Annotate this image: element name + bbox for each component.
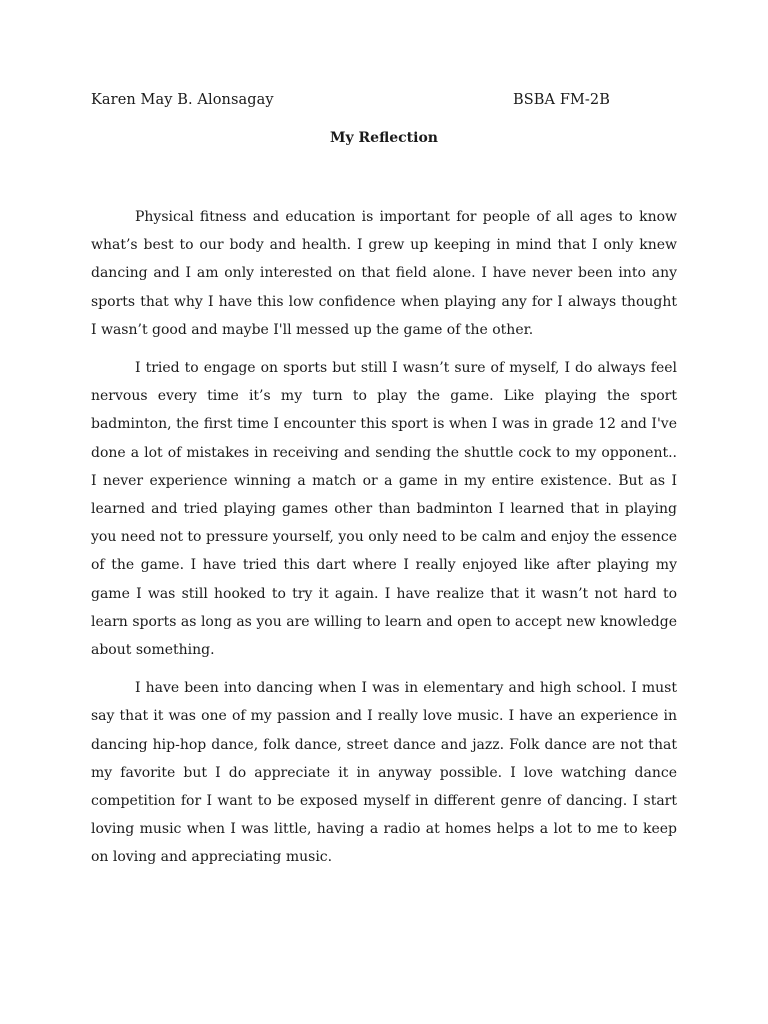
header-row bbox=[91, 92, 681, 114]
paragraph-2: I tried to engage on sports but still I wasn’t sure of myself, I do always feel nervous every time it’s my turn to play the game. Like playing the sport badminton, the first time I encounter this sport is when I was in grade 12 and I've done a lot of mistakes in receiving and sending the shuttle cock to my opponent.. I never experience winning a match or a game in my entire existence. But as I learned and tried playing games other than badminton I learned that in playing you need not to pressure yourself, you only need to be calm and enjoy the essence of the game. I have tried this dart where I really enjoyed like after playing my game I was still hooked to try it again. I have realize that it wasn’t not hard to learn sports as long as you are willing to learn and open to accept new knowledge about something. bbox=[91, 360, 677, 659]
author-name: Karen May B. Alonsagay bbox=[91, 92, 274, 108]
document-title: My Reflection bbox=[330, 130, 438, 146]
document-body bbox=[91, 203, 677, 882]
paragraph-1: Physical fitness and education is important for people of all ages to know what’s best to our body and health. I grew up keeping in mind that I only knew dancing and I am only interested on that field alone. I have never been into any sports that why I have this low confidence when playing any for I always thought I wasn’t good and maybe I'll messed up the game of the other. bbox=[91, 209, 677, 338]
paragraph-3: I have been into dancing when I was in elementary and high school. I must say that it was one of my passion and I really love music. I have an experience in dancing hip-hop dance, folk dance, street dance and jazz. Folk dance are not that my favorite but I do appreciate it in anyway possible. I love watching dance competition for I want to be exposed myself in different genre of dancing. I start loving music when I was little, having a radio at homes helps a lot to me to keep on loving and appreciating music. bbox=[91, 680, 677, 866]
course-section: BSBA FM-2B bbox=[513, 92, 611, 108]
